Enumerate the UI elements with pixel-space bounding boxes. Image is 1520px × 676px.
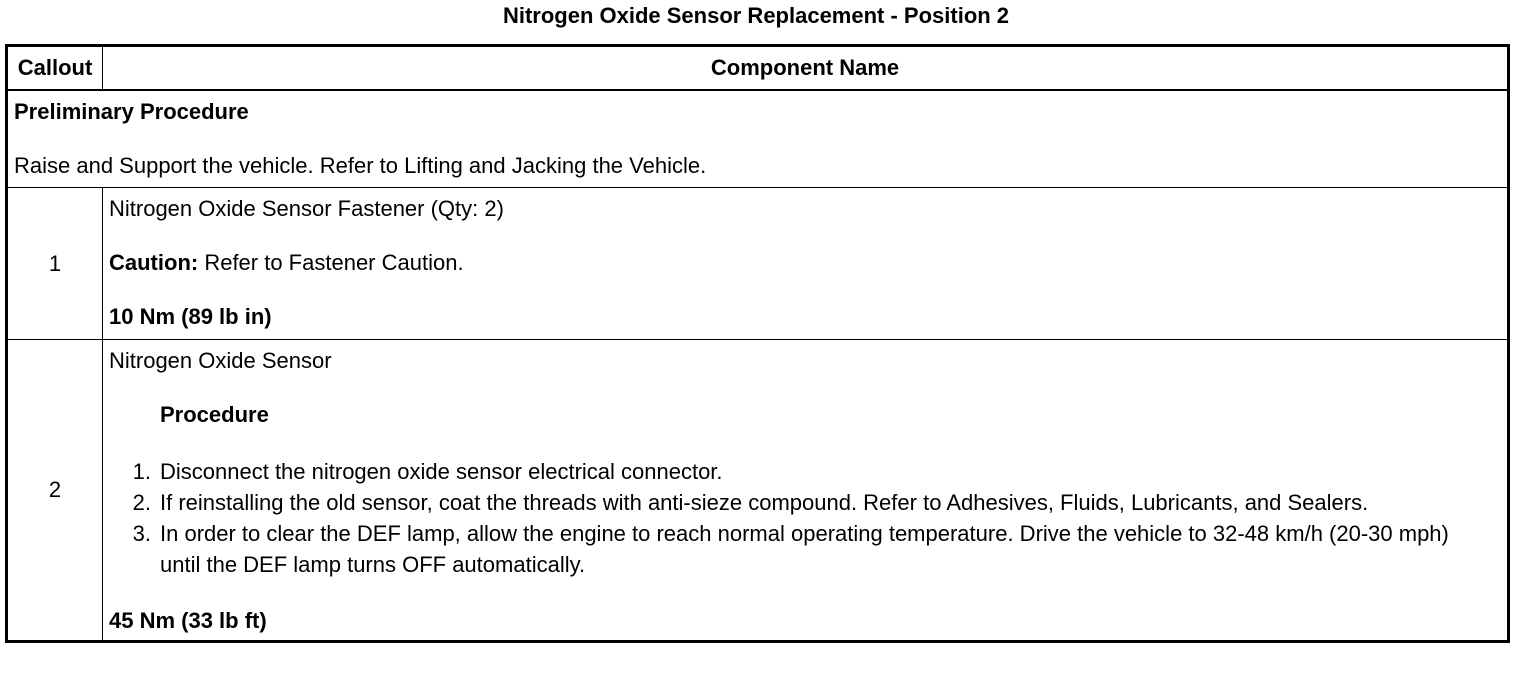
procedure-heading: Procedure [160,402,269,427]
preliminary-procedure-row [7,90,1509,188]
table-row [7,340,1509,642]
step-number: 1. [132,459,151,484]
step-text: If reinstalling the old sensor, coat the threads with anti-sieze compound. Refer to Adhesives, Fluids, Lubricants, and Sealers. [160,490,1369,515]
component-cell [103,340,1509,642]
component-name: Nitrogen Oxide Sensor [109,348,332,373]
component-cell [103,188,1509,340]
caution-text: Refer to Fastener Caution. [198,250,464,275]
preliminary-procedure-heading: Preliminary Procedure [14,99,249,124]
preliminary-procedure-text: Raise and Support the vehicle. Refer to Lifting and Jacking the Vehicle. [14,153,707,178]
procedure-table [5,44,1510,643]
torque-spec: 10 Nm (89 lb in) [109,304,272,329]
page-title: Nitrogen Oxide Sensor Replacement - Position 2 [502,3,1010,28]
preliminary-procedure-cell [7,90,1509,188]
callout-column-header: Callout [7,46,103,91]
torque-spec: 45 Nm (33 lb ft) [109,608,267,633]
step-text: Disconnect the nitrogen oxide sensor electrical connector. [160,459,723,484]
component-name: Nitrogen Oxide Sensor Fastener (Qty: 2) [109,196,504,221]
step-number: 2. [132,490,151,515]
list-item [132,456,1507,487]
table-header-row [7,46,1509,91]
callout-number: 2 [7,340,103,642]
caution-note [109,250,1507,276]
step-text: In order to clear the DEF lamp, allow the engine to reach normal operating temperature. Drive the vehicle to 32-48 km/h (20-30 mph) until the DEF lamp turns OFF automatically. [160,521,1449,577]
callout-number: 1 [7,188,103,340]
component-name-column-header: Component Name [103,46,1509,91]
list-item [132,518,1507,580]
list-item [132,487,1507,518]
procedure-steps [109,456,1507,580]
caution-label: Caution: [109,250,199,275]
table-row [7,188,1509,340]
step-number: 3. [132,521,151,546]
